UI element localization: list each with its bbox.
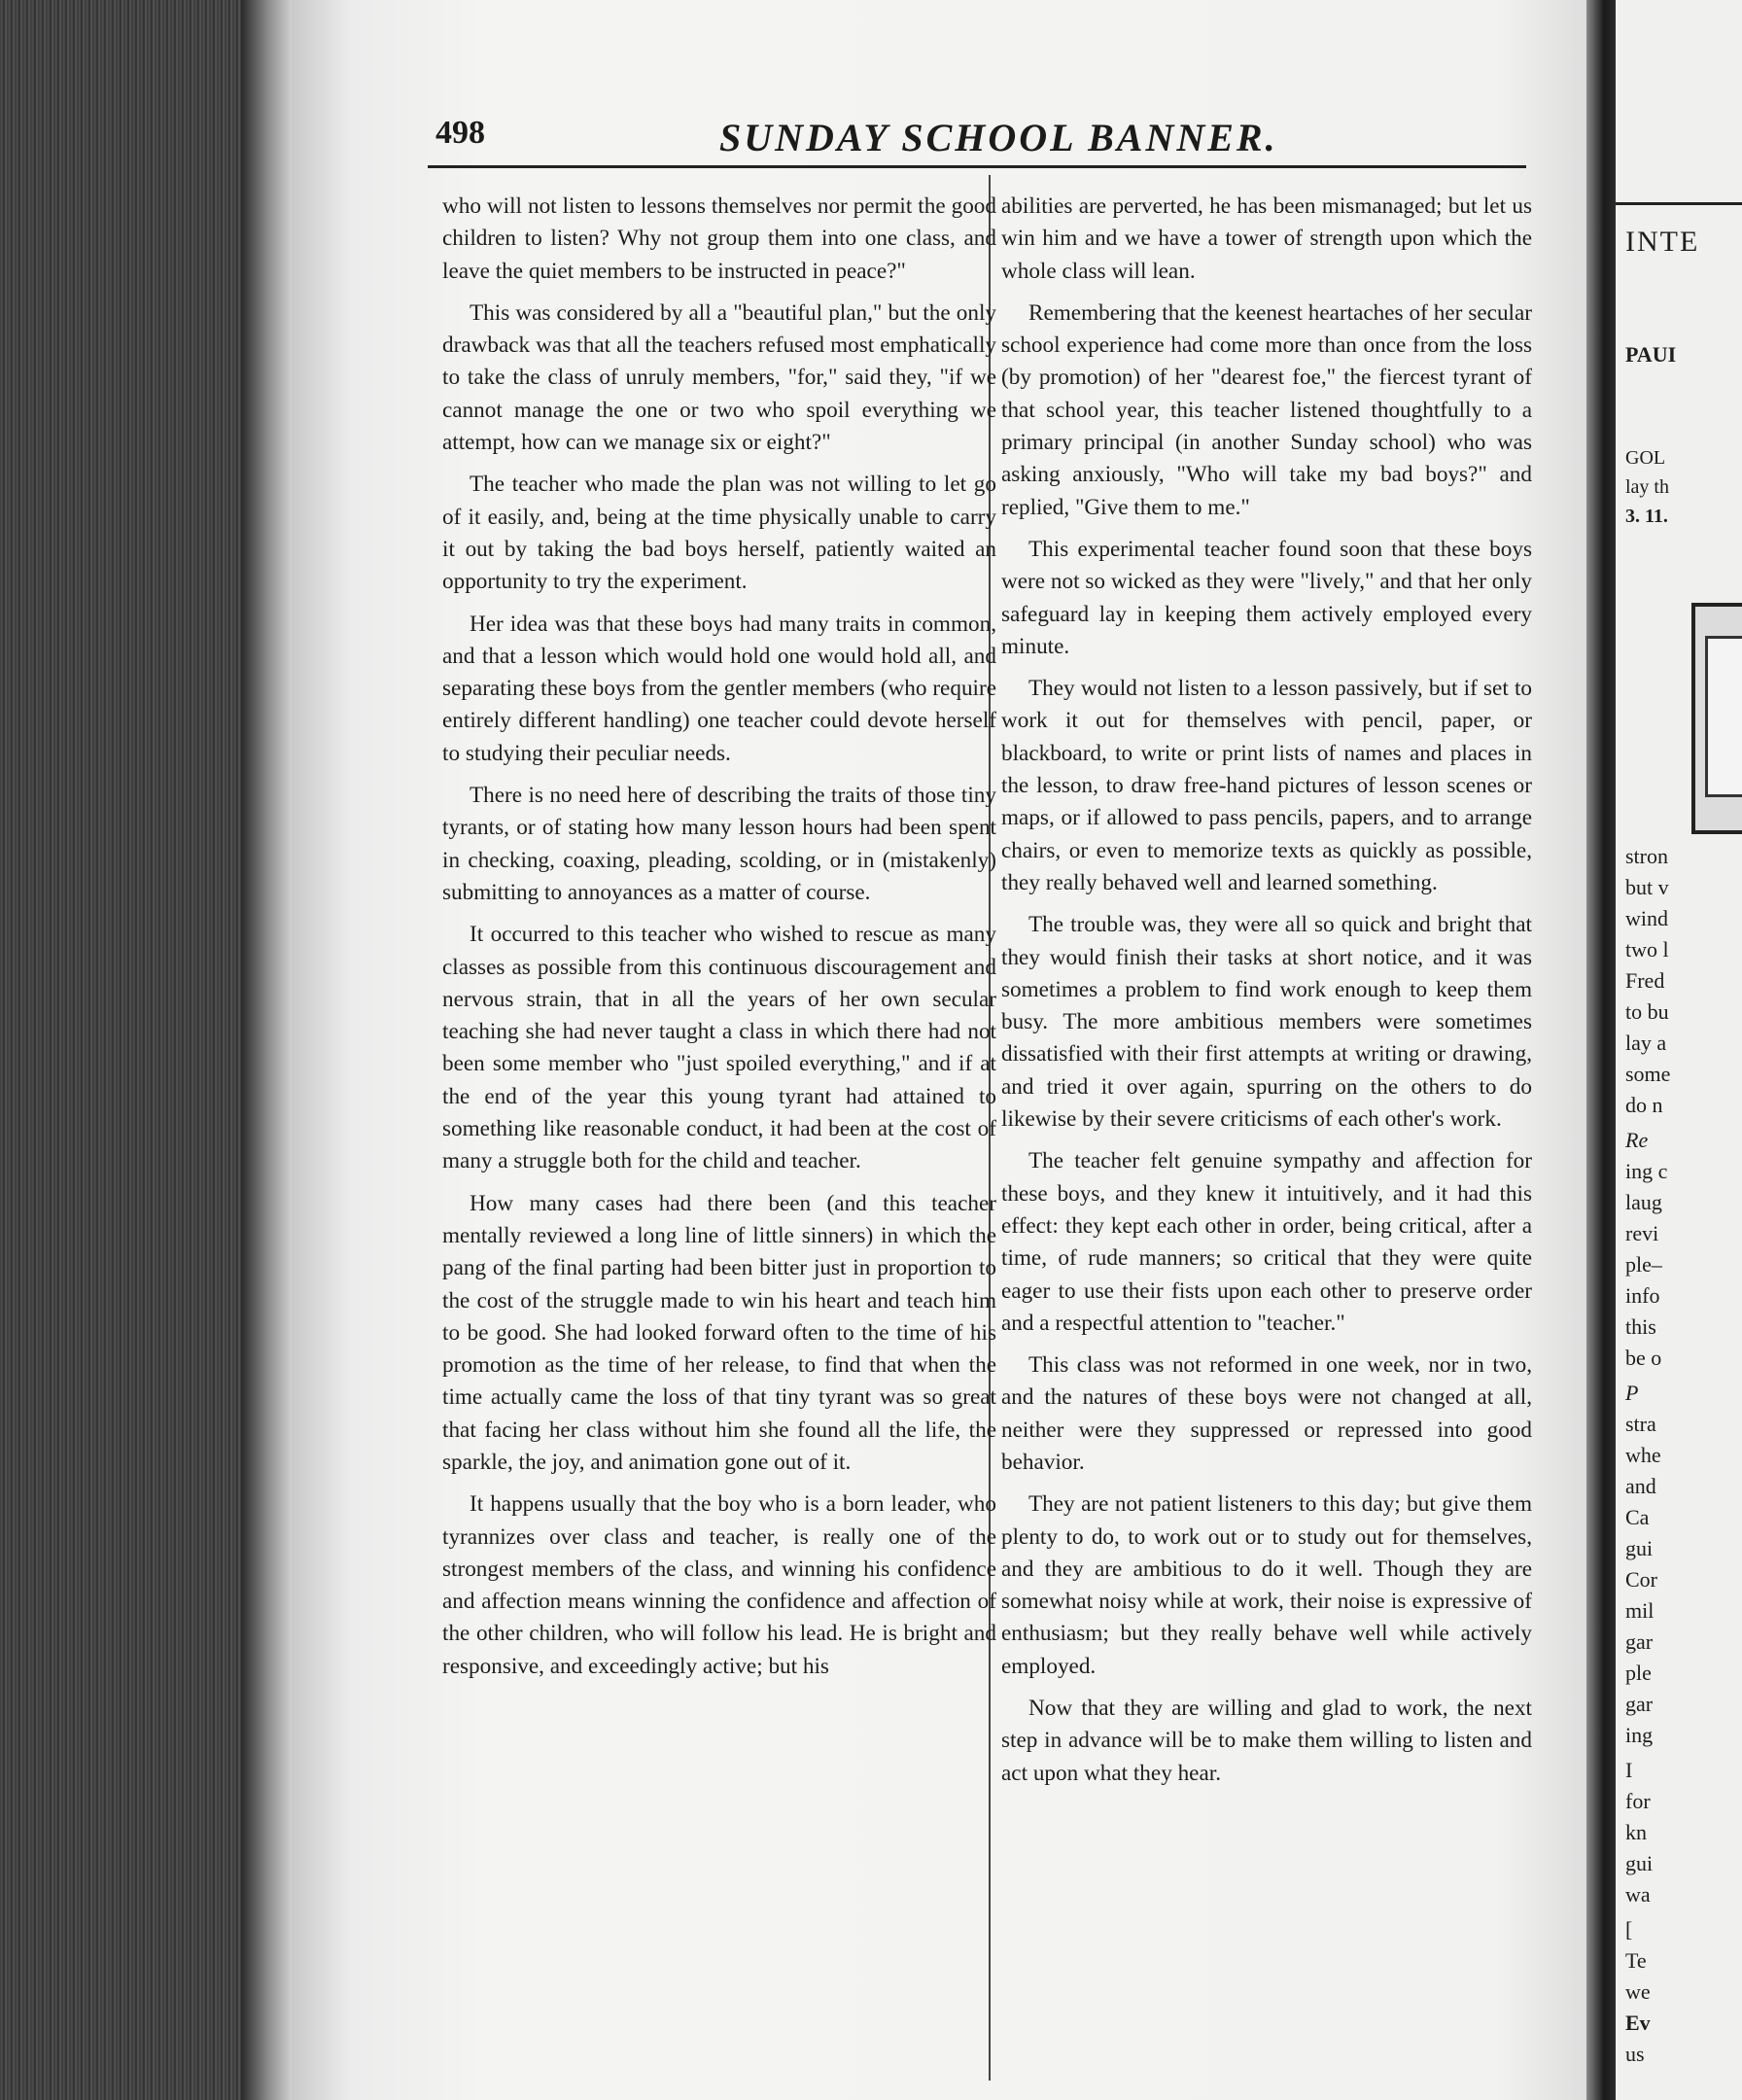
facing-page-fragment — [1616, 0, 1742, 2100]
paragraph: abilities are perverted, he has been mismanaged; but let us win him and we have a tower of strength upon which the whole class will lean. — [1001, 193, 1532, 284]
facing-page-line: lay a — [1625, 1031, 1667, 1055]
facing-page-line: we — [1625, 1979, 1651, 2004]
facing-page-line: some — [1625, 1062, 1671, 1086]
facing-page-line: ple — [1625, 1661, 1652, 1685]
facing-page-line: wa — [1625, 1882, 1651, 1907]
facing-page-rule — [1616, 202, 1742, 205]
facing-page-line: two l — [1625, 937, 1669, 962]
facing-page-line: to bu — [1625, 999, 1669, 1024]
facing-page-line: revi — [1625, 1221, 1659, 1245]
paragraph: The teacher who made the plan was not willing to let go of it easily, and, being at the time physically unable to carry it out by taking the bad boys herself, patiently waited an opportunity to try the experiment. — [442, 472, 996, 595]
facing-page-line: gar — [1625, 1629, 1654, 1654]
facing-page-line: Cor — [1625, 1567, 1657, 1592]
right-column — [1001, 191, 1532, 1800]
facing-page-line: ing — [1625, 1723, 1654, 1747]
paragraph: The trouble was, they were all so quick and bright that they would finish their tasks at short notice, and it was sometimes a problem to find work enough to keep them busy. The more ambitious members were sometimes dissatisfied with their first attempts at writing or drawing, and tried it over again, spurring on the others to do likewise by their severe criticisms of each other's work. — [1001, 912, 1532, 1133]
facing-page-line: stra — [1625, 1412, 1656, 1436]
facing-page-line: wind — [1625, 906, 1668, 930]
facing-page-line: Fred — [1625, 968, 1665, 993]
paragraph: How many cases had there been (and this teacher mentally reviewed a long line of little sinners) in which the pang of the final parting had been bitter just in proportion to the cost of the struggle made to win his heart and teach him to be good. She had looked forward often to the time of his promotion as the time of her release, to find that when the time actually came the loss of that tiny tyrant was so great that facing her class without him she found all the life, the sparkle, the joy, and animation gone out of it. — [442, 1190, 996, 1475]
facing-page-line: ing c — [1625, 1159, 1668, 1183]
facing-page-line: ple– — [1625, 1252, 1662, 1277]
paragraph: They would not listen to a lesson passively, but if set to work it out for themselves with pencil, paper, or blackboard, to write or print lists of names and places in the lesson, to draw free-hand pictures of lesson scenes or maps, or if allowed to pass pencils, papers, and to arrange chairs, or even to memorize texts as quickly as possible, they really behaved well and learned something. — [1001, 676, 1532, 895]
facing-page-line: and — [1625, 1474, 1656, 1498]
facing-page-line: Ev — [1625, 2011, 1651, 2035]
facing-page-line: gui — [1625, 1851, 1654, 1875]
page-number: 498 — [436, 115, 485, 151]
paragraph: This was considered by all a "beautiful plan," but the only drawback was that all the teachers refused most emphatically to take the class of unruly members, "for," said they, "if we cannot manage the one or two who spoil everything we attempt, how can we manage six or eight?" — [442, 299, 996, 456]
facing-page-line: P — [1625, 1381, 1639, 1405]
facing-page-line: I — [1625, 1758, 1633, 1782]
left-column — [442, 191, 996, 1693]
paragraph: who will not listen to lessons themselves nor permit the good children to listen? Why not group them into one class, and leave the quiet members to be instructed in peace?" — [442, 193, 996, 284]
facing-page-line: for — [1625, 1789, 1651, 1813]
facing-page-illustration — [1691, 603, 1742, 834]
golden-text-line: 3. 11. — [1625, 506, 1668, 527]
facing-page-line: info — [1625, 1283, 1660, 1308]
facing-page-line: this — [1625, 1314, 1656, 1339]
facing-page-line: Ca — [1625, 1505, 1650, 1529]
paragraph: It happens usually that the boy who is a born leader, who tyrannizes over class and teacher, is really one of the strongest members of the class, and winning his confidence and affection means winning the confidence and affection of the other children, who will follow his lead. He is bright and responsive, and exceedingly active; but his — [442, 1491, 996, 1679]
paragraph: Her idea was that these boys had many traits in common, and that a lesson which would hold one would hold all, and separating these boys from the gentler members (who require entirely different handling) one teacher could devote herself to studying their peculiar needs. — [442, 611, 996, 766]
book-gutter — [1586, 0, 1616, 2100]
facing-page-line: be o — [1625, 1346, 1662, 1370]
paragraph: Remembering that the keenest heartaches of her secular school experience had come more than once from the loss (by promotion) of her "dearest foe," the fiercest tyrant of that school year, this teacher listened thoughtfully to a primary principal (in another Sunday school) who was asking anxiously, "Who will take my bad boys?" and replied, "Give them to me." — [1001, 299, 1532, 520]
paragraph: Now that they are willing and glad to work, the next step in advance will be to make them willing to listen and act upon what they hear. — [1001, 1696, 1532, 1786]
facing-page-line: [ — [1625, 1917, 1633, 1942]
paragraph: They are not patient listeners to this day; but give them plenty to do, to work out or to study out for themselves, and they are ambitious to do it well. Though they are somewhat noisy while at work, their noise is expressive of enthusiasm; but they really behave well while actively employed. — [1001, 1491, 1532, 1679]
facing-page-subheading: PAUI — [1625, 342, 1677, 367]
paragraph: This experimental teacher found soon that these boys were not so wicked as they were "lively," and that her only safeguard lay in keeping them actively employed every minute. — [1001, 536, 1532, 659]
facing-page-line: do n — [1625, 1093, 1663, 1117]
header-rule — [428, 165, 1526, 168]
facing-page-line: laug — [1625, 1190, 1662, 1214]
running-title: SUNDAY SCHOOL BANNER. — [719, 116, 1278, 159]
facing-page-heading: INTE — [1625, 226, 1700, 258]
golden-text-line: GOL — [1625, 447, 1666, 469]
facing-page-line: Re — [1625, 1128, 1649, 1152]
facing-page-line: whe — [1625, 1443, 1661, 1467]
paragraph: There is no need here of describing the traits of those tiny tyrants, or of stating how many lesson hours had been spent in checking, coaxing, pleading, scolding, or in (mistakenly) submitting to annoyances as a matter of course. — [442, 783, 996, 905]
facing-page-line: gar — [1625, 1692, 1654, 1716]
page-stack-edge — [241, 0, 292, 2100]
facing-page-line: gui — [1625, 1536, 1654, 1560]
paragraph: The teacher felt genuine sympathy and affection for these boys, and they knew it intuitively, and it had this effect: they kept each other in order, being critical, after a time, of rude manners; so critical that they were quite eager to use their fists upon each other to preserve order and a respectful attention to "teacher." — [1001, 1148, 1532, 1336]
page-header — [428, 115, 1526, 173]
facing-page-line: us — [1625, 2042, 1645, 2066]
facing-page-line: mil — [1625, 1598, 1655, 1623]
paragraph: It occurred to this teacher who wished to rescue as many classes as possible from this continuous discouragement and nervous strain, that in all the years of her own secular teaching she had never taught a class in which there had not been some member who "just spoiled everything," and if at the end of the year this young tyrant had attained to something like reasonable conduct, it had been at the cost of many a struggle both for the child and teacher. — [442, 922, 996, 1174]
facing-page-line: stron — [1625, 844, 1668, 868]
golden-text-line: lay th — [1625, 476, 1669, 498]
paragraph: This class was not reformed in one week, nor in two, and the natures of these boys were not changed at all, neither were they suppressed or repressed into good behavior. — [1001, 1352, 1532, 1475]
facing-page-line: kn — [1625, 1820, 1647, 1844]
facing-page-line: Te — [1625, 1948, 1647, 1973]
facing-page-line: but v — [1625, 875, 1669, 899]
